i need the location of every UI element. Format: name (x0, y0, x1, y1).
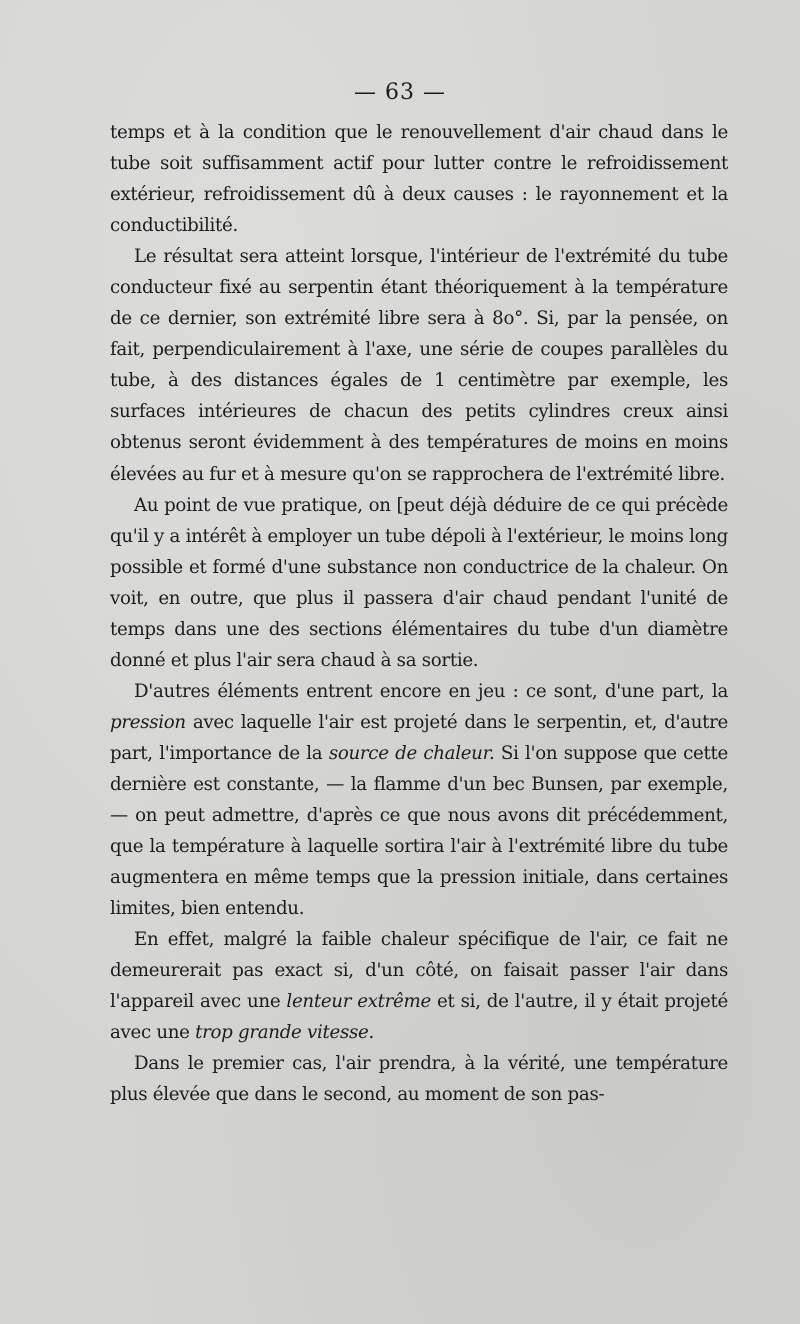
paragraph-text: avec laquelle l'air est projeté dans le serpentin, et, d'autre part, l'importance de la (110, 711, 728, 764)
paragraph-text: D'autres éléments entrent encore en jeu : ce sont, d'une part, la (134, 680, 728, 702)
paragraph-text: Dans le premier cas, l'air prendra, à la vérité, une température plus élevée que dans le second, au moment de son pas- (110, 1053, 728, 1106)
paragraph-2 (110, 241, 728, 489)
paragraph-text: En effet, malgré la faible chaleur spécifique de l'air, ce fait ne demeurerait pas exact si, d'un côté, on faisait passer l'air dans l'appareil avec une (110, 929, 728, 1013)
italic-term-pression: pression (110, 711, 186, 733)
paragraph-4 (110, 676, 728, 924)
italic-term-source-de-chaleur: source de chaleur. (328, 742, 495, 764)
paragraph-1 (110, 117, 728, 241)
paragraph-text: Si l'on suppose que cette dernière est constante, — la flamme d'un bec Bunsen, par exemple, — on peut admettre, d'après ce que nous avons dit précédemment, que la température à laquelle sortira l'air à l'extrémité libre du tube augmentera en même temps que la pression initiale, dans certaines limites, bien entendu. (110, 742, 728, 920)
italic-term-lenteur-extreme: lenteur extrême (286, 991, 431, 1013)
italic-term-trop-grande-vitesse: trop grande vitesse. (195, 1022, 374, 1044)
paragraph-text: et si, de l'autre, il y était projeté avec une (110, 991, 728, 1044)
paragraph-text: temps et à la condition que le renouvellement d'air chaud dans le tube soit suffisamment actif pour lutter contre le refroidissement extérieur, refroidissement dû à deux causes : le rayonnement et la conductibilité. (110, 122, 728, 237)
page-number: — 63 — (354, 80, 446, 105)
paragraph-text: Le résultat sera atteint lorsque, l'intérieur de l'extrémité du tube conducteur fixé au serpentin étant théoriquement à la température de ce dernier, son extrémité libre sera à 8o°. Si, par la pensée, on fait, perpendiculairement à l'axe, une série de coupes parallèles du tube, à des distances égales de 1 centimètre par exemple, les surfaces intérieures de chacun des petits cylindres creux ainsi obtenus seront évidemment à des températures de moins en moins élevées au fur et à mesure qu'on se rapprochera de l'extrémité libre. (110, 246, 728, 485)
paragraph-text: Au point de vue pratique, on [peut déjà déduire de ce qui précède qu'il y a intérêt à employer un tube dépoli à l'extérieur, le moins long possible et formé d'une substance non conductrice de la chaleur. On voit, en outre, que plus il passera d'air chaud pendant l'unité de temps dans une des sections élémentaires du tube d'un diamètre donné et plus l'air sera chaud à sa sortie. (110, 494, 728, 671)
paragraph-6 (110, 1048, 728, 1110)
paragraph-3 (110, 490, 728, 676)
paragraph-5 (110, 924, 728, 1048)
body-text (110, 117, 728, 1111)
